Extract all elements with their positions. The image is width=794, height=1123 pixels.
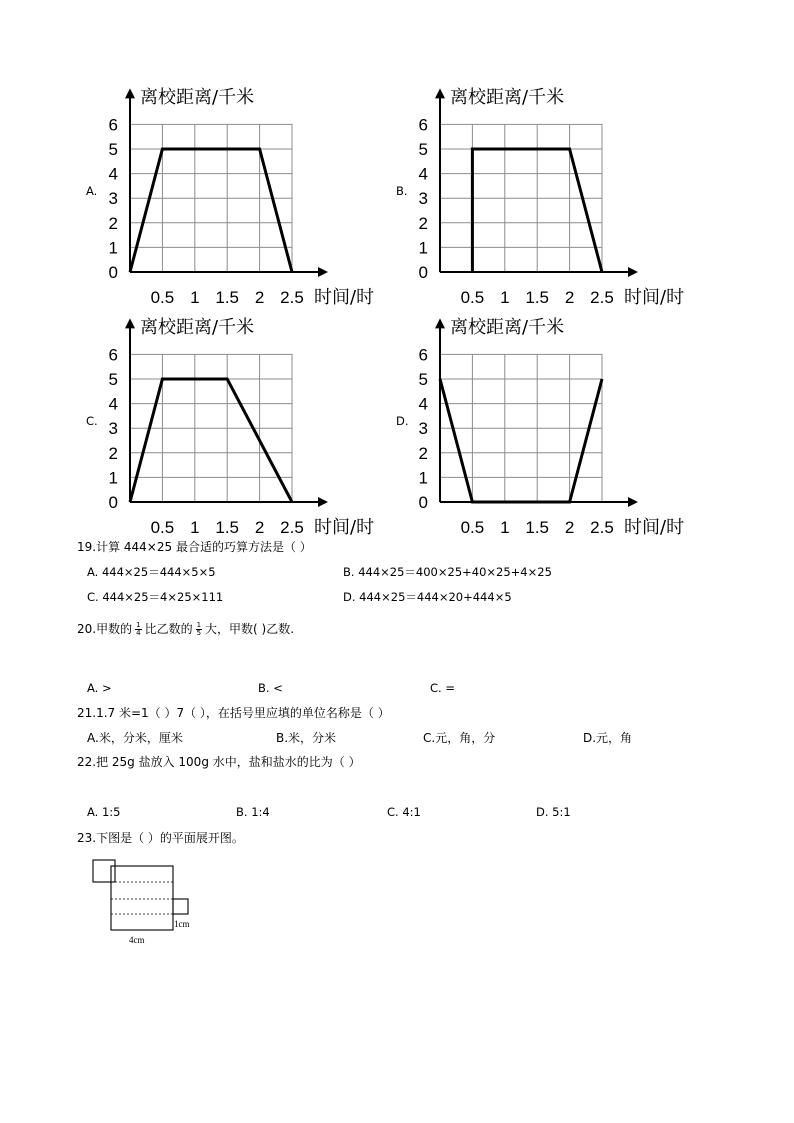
chart-a: [100, 80, 400, 310]
q20-fraction-2-numerator: 1: [196, 621, 202, 629]
q20-option-b[interactable]: B. <: [258, 681, 283, 695]
q20-fraction-2: [196, 622, 202, 637]
q22-option-c[interactable]: C. 4:1: [387, 805, 421, 819]
q20-fraction-1: [135, 622, 141, 637]
data-line: [130, 149, 292, 272]
y-tick-label: 2: [108, 213, 118, 233]
q21-stem: 21.1.7 米=1（ ）7（ ），在括号里应填的单位名称是（ ）: [77, 706, 390, 720]
x-tick-label: 1: [500, 288, 510, 307]
y-tick-label: 2: [108, 443, 118, 463]
q20-text-1: 20.甲数的: [77, 622, 133, 636]
q21-option-c[interactable]: C.元，角，分: [423, 731, 496, 745]
q19-option-c[interactable]: C. 444×25＝4×25×111: [87, 590, 224, 604]
y-tick-label: 5: [108, 370, 118, 389]
net-label-height: 1cm: [174, 919, 190, 929]
chart-d: [410, 310, 710, 540]
y-tick-label: 2: [418, 213, 428, 233]
q22-option-d[interactable]: D. 5:1: [536, 805, 571, 819]
y-tick-label: 3: [418, 419, 428, 439]
x-tick-label: 2: [254, 518, 265, 537]
data-line: [130, 379, 292, 502]
y-tick-label: 5: [418, 140, 428, 159]
y-axis-arrow: [435, 88, 445, 98]
q19-option-a[interactable]: A. 444×25＝444×5×5: [87, 565, 216, 579]
q20-text-3: 大，甲数( )乙数.: [205, 622, 295, 636]
q20-option-a[interactable]: A. >: [87, 681, 112, 695]
y-tick-label: 3: [108, 419, 118, 439]
net-diagram: [85, 855, 225, 950]
x-tick-label: 2.5: [590, 518, 614, 537]
y-axis-title: 离校距离/千米: [450, 87, 565, 108]
x-tick-label: 1.5: [525, 288, 550, 307]
net-right-flap: [173, 899, 188, 914]
x-axis-arrow: [628, 497, 638, 507]
y-tick-label: 0: [418, 493, 428, 512]
y-tick-label: 5: [418, 370, 428, 389]
q19-option-b[interactable]: B. 444×25＝400×25+40×25+4×25: [343, 565, 552, 579]
x-tick-label: 1: [190, 288, 200, 307]
y-axis-arrow: [125, 88, 135, 98]
chart-b: [410, 80, 710, 310]
y-axis-arrow: [125, 318, 135, 328]
x-axis-title: 时间/时: [314, 287, 375, 308]
y-tick-label: 4: [418, 164, 428, 184]
q19-option-d[interactable]: D. 444×25＝444×20+444×5: [343, 590, 512, 604]
data-line: [440, 379, 602, 502]
y-tick-label: 2: [418, 443, 428, 463]
net-main-strip: [111, 866, 173, 930]
x-axis-title: 时间/时: [314, 517, 375, 538]
y-tick-label: 1: [418, 468, 428, 488]
x-axis-arrow: [318, 267, 328, 277]
y-tick-label: 4: [108, 394, 118, 414]
y-tick-label: 6: [108, 345, 118, 365]
y-tick-label: 1: [108, 468, 118, 488]
x-tick-label: 0.5: [460, 518, 485, 537]
q19-stem: 19.计算 444×25 最合适的巧算方法是（ ）: [77, 540, 312, 554]
y-tick-label: 3: [418, 189, 428, 209]
x-axis-title: 时间/时: [624, 517, 685, 538]
q20-fraction-1-denominator: 4: [136, 629, 141, 637]
y-axis-title: 离校距离/千米: [450, 317, 565, 338]
y-axis-title: 离校距离/千米: [140, 317, 255, 338]
y-tick-label: 0: [418, 263, 428, 282]
x-tick-label: 2: [564, 518, 575, 537]
y-tick-label: 4: [108, 164, 118, 184]
y-axis-title: 离校距离/千米: [140, 87, 255, 108]
x-tick-label: 2.5: [280, 518, 304, 537]
q22-stem: 22.把 25g 盐放入 100g 水中，盐和盐水的比为（ ）: [77, 755, 361, 769]
x-axis-arrow: [628, 267, 638, 277]
x-tick-label: 0.5: [150, 288, 175, 307]
y-tick-label: 5: [108, 140, 118, 159]
q21-option-a[interactable]: A.米，分米，厘米: [87, 731, 183, 745]
q22-option-b[interactable]: B. 1:4: [236, 805, 270, 819]
y-tick-label: 6: [418, 115, 428, 135]
x-tick-label: 1: [190, 518, 200, 537]
x-tick-label: 2.5: [590, 288, 614, 307]
option-label-c: C.: [86, 414, 98, 428]
x-axis-title: 时间/时: [624, 287, 685, 308]
x-tick-label: 1.5: [215, 288, 240, 307]
q22-option-a[interactable]: A. 1:5: [87, 805, 121, 819]
net-label-width: 4cm: [129, 935, 145, 945]
y-tick-label: 1: [418, 238, 428, 258]
x-tick-label: 2.5: [280, 288, 304, 307]
x-axis-arrow: [318, 497, 328, 507]
y-tick-label: 0: [108, 493, 118, 512]
net-top-flap: [93, 860, 115, 882]
x-tick-label: 2: [254, 288, 265, 307]
option-label-b: B.: [396, 184, 408, 198]
y-tick-label: 0: [108, 263, 118, 282]
q23-stem: 23.下图是（ ）的平面展开图。: [77, 831, 244, 845]
y-tick-label: 4: [418, 394, 428, 414]
option-label-d: D.: [396, 414, 409, 428]
y-tick-label: 6: [418, 345, 428, 365]
q20-fraction-1-numerator: 1: [136, 621, 141, 629]
chart-c: [100, 310, 400, 540]
x-tick-label: 1: [500, 518, 510, 537]
x-tick-label: 1.5: [215, 518, 240, 537]
y-axis-arrow: [435, 318, 445, 328]
x-tick-label: 0.5: [150, 518, 175, 537]
y-tick-label: 3: [108, 189, 118, 209]
x-tick-label: 2: [564, 288, 575, 307]
q21-option-d[interactable]: D.元，角: [583, 731, 633, 745]
x-tick-label: 0.5: [460, 288, 485, 307]
q20-text-2: 比乙数的: [144, 622, 193, 636]
y-tick-label: 1: [108, 238, 118, 258]
option-label-a: A.: [86, 184, 98, 198]
q20-fraction-2-denominator: 5: [196, 629, 202, 637]
q20-stem: [77, 620, 294, 637]
y-tick-label: 6: [108, 115, 118, 135]
x-tick-label: 1.5: [525, 518, 550, 537]
q21-option-b[interactable]: B.米，分米: [276, 731, 337, 745]
q20-option-c[interactable]: C. =: [430, 681, 455, 695]
